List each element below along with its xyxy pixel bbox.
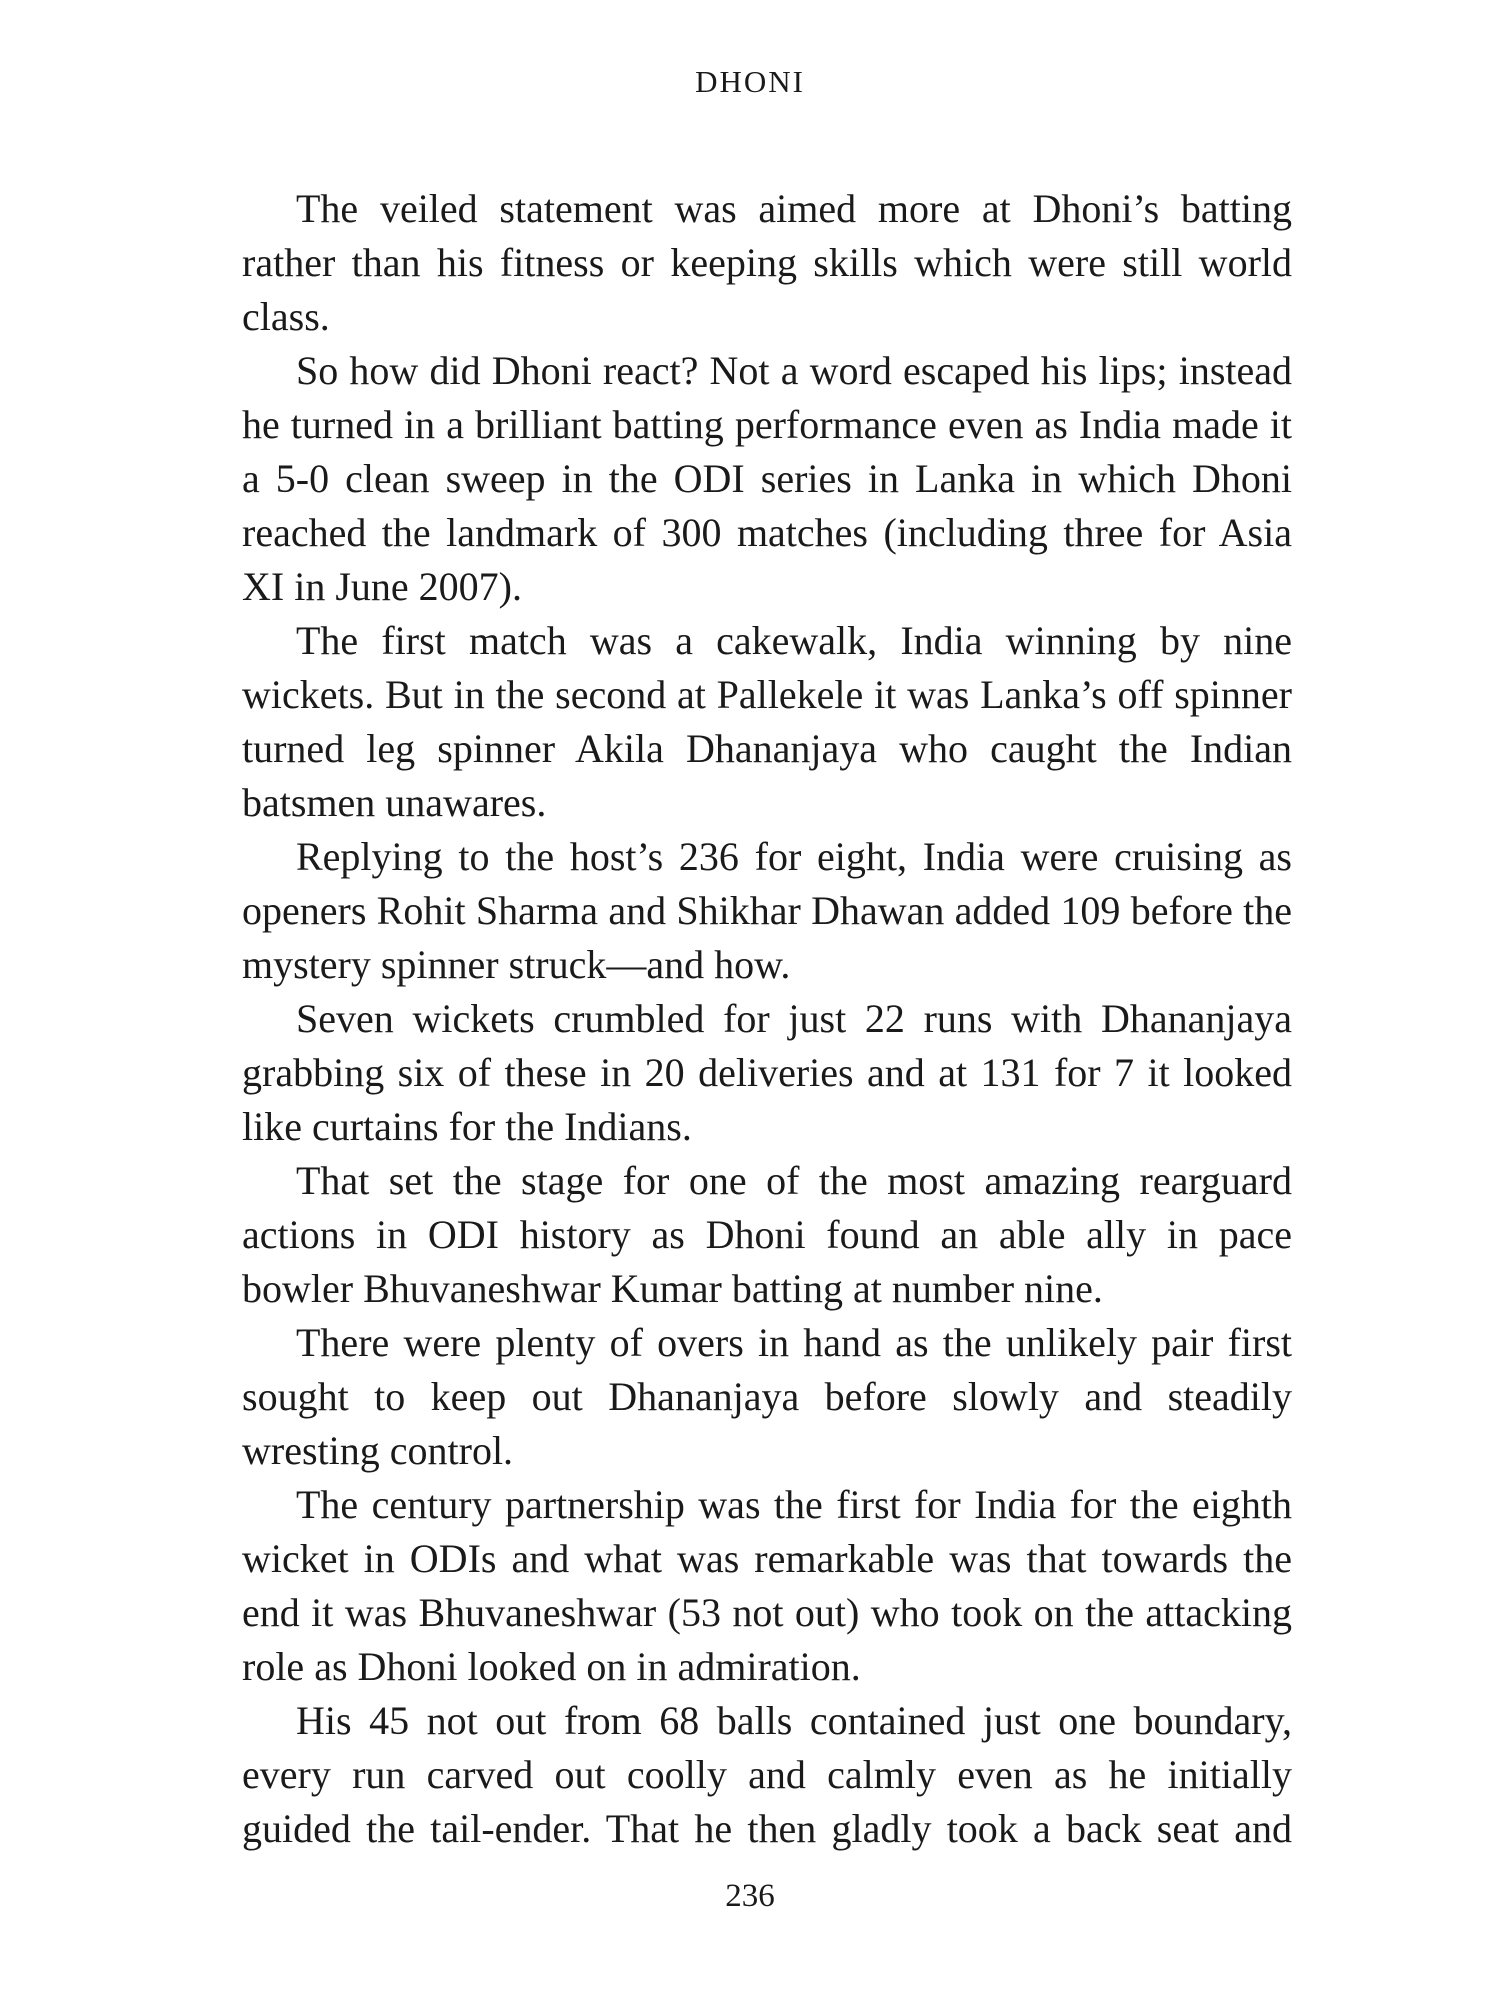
page-number: 236: [725, 1878, 775, 1914]
paragraph: The century partnership was the first for India for the eighth wicket in ODIs and what was remarkable was that towards the end it was Bhuvaneshwar (53 not out) who took on the attacking role as Dhoni looked on in admiration.: [242, 1482, 1292, 1689]
paragraph: Seven wickets crumbled for just 22 runs with Dhananjaya grabbing six of these in 20 deliveries and at 131 for 7 it looked like curtains for the Indians.: [242, 996, 1292, 1149]
body-text: [242, 182, 1292, 1856]
paragraph: The first match was a cakewalk, India winning by nine wickets. But in the second at Pallekele it was Lanka’s off spinner turned leg spinner Akila Dhananjaya who caught the Indian batsmen unawares.: [242, 618, 1292, 825]
paragraph: There were plenty of overs in hand as the unlikely pair first sought to keep out Dhananjaya before slowly and steadily wresting control.: [242, 1320, 1292, 1473]
paragraph-continued: His 45 not out from 68 balls contained just one boundary, every run carved out coolly and calmly even as he initially guided the tail-ender. That he then gladly took a back seat and: [242, 1698, 1292, 1851]
paragraph: That set the stage for one of the most amazing rearguard actions in ODI history as Dhoni found an able ally in pace bowler Bhuvaneshwar Kumar batting at number nine.: [242, 1158, 1292, 1311]
paragraph: Replying to the host’s 236 for eight, India were cruising as openers Rohit Sharma and Shikhar Dhawan added 109 before the mystery spinner struck—and how.: [242, 834, 1292, 987]
running-head: DHONI: [695, 64, 805, 99]
paragraph: So how did Dhoni react? Not a word escaped his lips; instead he turned in a brilliant batting performance even as India made it a 5-0 clean sweep in the ODI series in Lanka in which Dhoni reached the landmark of 300 matches (including three for Asia XI in June 2007).: [242, 348, 1292, 609]
paragraph: The veiled statement was aimed more at Dhoni’s batting rather than his fitness or keeping skills which were still world class.: [242, 186, 1292, 339]
